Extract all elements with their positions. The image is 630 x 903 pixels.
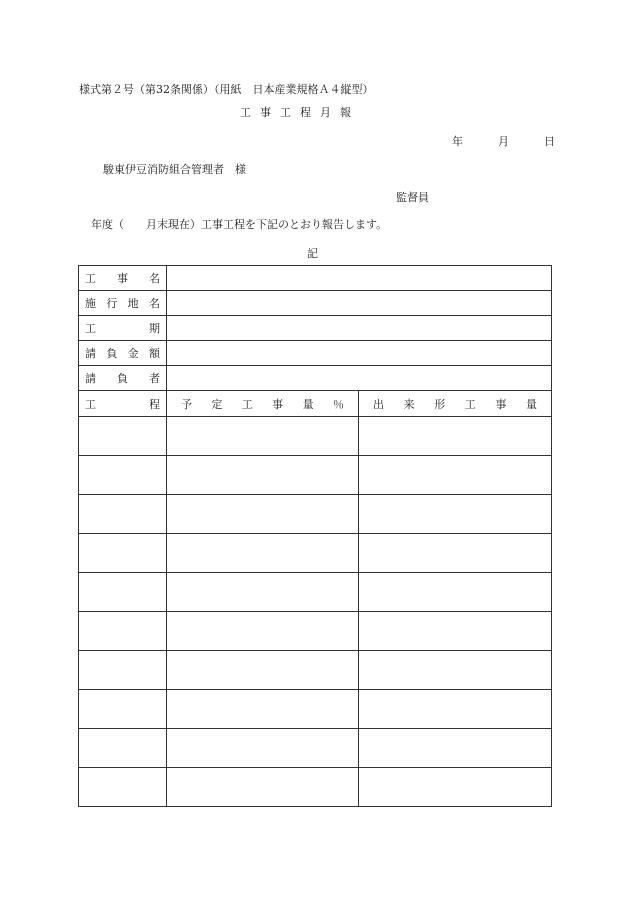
info-label-char: 地 [127,297,139,310]
process-cell[interactable] [79,417,167,456]
info-row [79,341,552,366]
process-cell[interactable] [79,729,167,768]
process-cell[interactable] [79,495,167,534]
actual-cell[interactable] [359,495,552,534]
table-row [79,729,552,768]
info-label-char: 負 [117,372,128,385]
date-month-label: 月 [498,135,509,148]
actual-cell[interactable] [359,456,552,495]
form-header-note: 様式第２号（第32条関係）（用紙 日本産業規格Ａ４縦型） [79,83,374,96]
actual-header-char: 来 [403,397,415,411]
info-row [79,366,552,391]
info-label-cell [79,266,167,291]
info-label-char: 金 [127,347,139,360]
title-char: 月 [320,106,340,119]
process-header-char: 工 [85,397,96,411]
planned-cell[interactable] [167,612,359,651]
table-row [79,651,552,690]
table-row [79,768,552,807]
info-value-cell[interactable] [167,366,552,391]
date-year-label: 年 [452,135,463,148]
info-label-char: 名 [148,297,160,310]
process-cell[interactable] [79,768,167,807]
date-line [452,133,555,149]
planned-cell[interactable] [167,690,359,729]
planned-cell[interactable] [167,456,359,495]
actual-header-char: 工 [464,397,476,411]
info-row [79,266,552,291]
table-row [79,456,552,495]
ki-label: 記 [307,247,318,260]
actual-header-char: 事 [495,397,507,411]
planned-header-char: 事 [272,397,284,411]
actual-cell[interactable] [359,612,552,651]
process-cell[interactable] [79,456,167,495]
planned-header-char: ％ [332,397,344,411]
title-char: 程 [300,106,320,119]
actual-cell[interactable] [359,768,552,807]
info-label [85,320,160,336]
info-value-cell[interactable] [167,266,552,291]
title-char: 工 [280,106,300,119]
title-char: 報 [340,106,360,119]
planned-cell[interactable] [167,534,359,573]
title-char: 事 [260,106,280,119]
info-label [85,370,160,386]
process-cell[interactable] [79,534,167,573]
process-header [85,396,160,412]
info-row [79,291,552,316]
info-label-cell [79,341,167,366]
table-row [79,417,552,456]
info-label [85,270,160,286]
table-row [79,534,552,573]
actual-header-char: 出 [373,397,384,411]
actual-cell[interactable] [359,651,552,690]
actual-cell[interactable] [359,534,552,573]
info-label-char: 期 [149,322,160,335]
addressee: 駿東伊豆消防組合管理者 様 [103,163,246,176]
report-statement: 年度（ 月末現在）工事工程を下記のとおり報告します。 [91,218,388,231]
info-label-char: 行 [106,297,118,310]
process-header-cell [79,391,167,417]
info-row [79,316,552,341]
planned-header-char: 予 [181,397,192,411]
table-row [79,690,552,729]
info-label-char: 請 [85,347,96,360]
info-label-char: 名 [149,272,160,285]
planned-header [173,396,352,412]
report-table [78,265,552,807]
info-label-char: 事 [117,272,128,285]
planned-header-char: 量 [302,397,314,411]
actual-header-char: 形 [434,397,446,411]
info-label-char: 施 [85,297,96,310]
info-label-char: 者 [149,372,160,385]
info-label-cell [79,366,167,391]
info-label-cell [79,316,167,341]
process-cell[interactable] [79,612,167,651]
planned-cell[interactable] [167,495,359,534]
planned-cell[interactable] [167,651,359,690]
planned-header-char: 定 [211,397,223,411]
table-row [79,612,552,651]
info-value-cell[interactable] [167,316,552,341]
planned-cell[interactable] [167,729,359,768]
info-label-char: 工 [85,272,96,285]
info-label-char: 額 [148,347,160,360]
actual-cell[interactable] [359,417,552,456]
info-label-cell [79,291,167,316]
info-label-char: 請 [85,372,96,385]
process-header-char: 程 [149,397,160,411]
planned-cell[interactable] [167,573,359,612]
info-value-cell[interactable] [167,341,552,366]
info-label-char: 工 [85,322,96,335]
document-title [0,104,600,120]
info-label-char: 負 [106,347,118,360]
actual-header-cell [359,391,552,417]
planned-cell[interactable] [167,768,359,807]
process-cell[interactable] [79,573,167,612]
actual-cell[interactable] [359,729,552,768]
column-header-row [79,391,552,417]
table-row [79,495,552,534]
info-label [85,295,160,311]
info-value-cell[interactable] [167,291,552,316]
process-cell[interactable] [79,690,167,729]
planned-header-cell [167,391,359,417]
process-cell[interactable] [79,651,167,690]
date-day-label: 日 [544,135,555,148]
actual-cell[interactable] [359,690,552,729]
planned-header-char: 工 [241,397,253,411]
actual-cell[interactable] [359,573,552,612]
info-label [85,345,160,361]
planned-cell[interactable] [167,417,359,456]
actual-header-char: 量 [525,397,537,411]
table-row [79,573,552,612]
title-char: 工 [240,106,260,119]
supervisor-label: 監督員 [396,191,429,204]
actual-header [365,396,545,412]
